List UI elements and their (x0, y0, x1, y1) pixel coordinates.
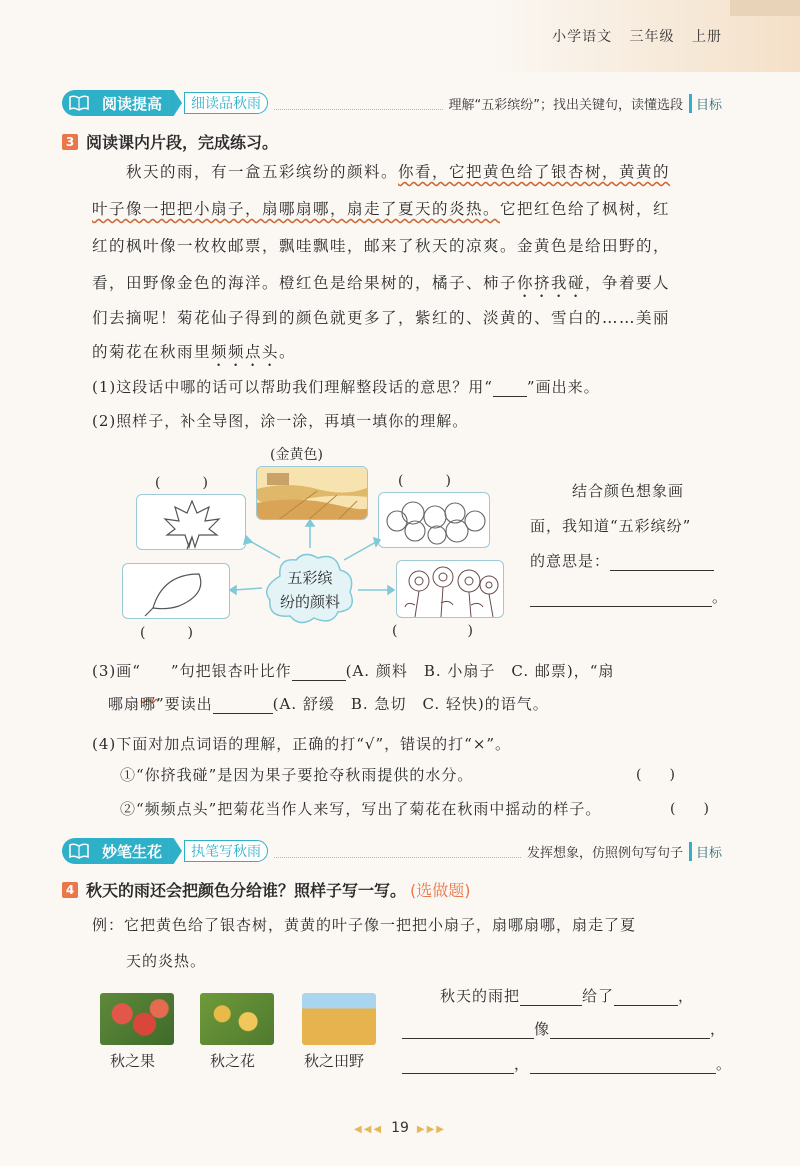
running-header (540, 26, 722, 46)
answer-blank[interactable] (402, 1073, 514, 1074)
header-volume: 上册 (692, 29, 722, 45)
passage-line-3 (92, 234, 670, 256)
sub-question-3-line-1 (92, 660, 614, 681)
sub-q3-text: (A. 颜料 B. 小扇子 C. 邮票)，“扇 (345, 662, 615, 680)
section-subtitle: 细读品秋雨 (184, 92, 268, 114)
question-title: 阅读课内片段，完成练习。 (86, 133, 279, 152)
side-text-end: 。 (712, 588, 729, 606)
question-number: 4 (62, 882, 78, 898)
right-arrows-icon: ▶▶▶ (416, 1124, 446, 1135)
section-banner-reading (62, 90, 722, 116)
judge-paren-1[interactable]: ( ) (636, 767, 675, 783)
passage-text: 们去摘呢！菊花仙子得到的颜色就更多了，紫红的、淡黄的、雪白的……美丽 (92, 309, 671, 327)
header-grade: 三年级 (629, 29, 675, 45)
passage-line-6 (92, 340, 296, 370)
apple-photo (100, 993, 174, 1045)
cotton-box[interactable] (378, 492, 490, 548)
answer-blank[interactable] (530, 1073, 716, 1074)
banner-dots (274, 96, 442, 110)
section-banner-writing (62, 838, 722, 864)
book-icon (62, 838, 96, 864)
answer-blank[interactable] (402, 1038, 534, 1039)
side-text-1: 结合颜色想象画 (572, 482, 685, 500)
left-arrows-icon: ◀◀◀ (354, 1124, 384, 1135)
passage-text: 它把红色给了枫树，红 (500, 200, 671, 218)
osmanthus-photo (200, 993, 274, 1045)
answer-blank[interactable] (614, 1005, 678, 1006)
passage-line-4 (92, 271, 670, 301)
write-text: 给了 (582, 987, 615, 1005)
answer-blank[interactable] (530, 606, 712, 607)
answer-blank[interactable] (292, 680, 346, 681)
field-icon (257, 467, 368, 520)
write-text: ， (710, 1020, 727, 1038)
sub-q1-text-end: ”画出来。 (526, 378, 600, 396)
write-text: ， (678, 987, 695, 1005)
passage-line-5 (92, 306, 670, 328)
ginkgo-leaf-icon (123, 564, 231, 620)
side-text-2: 面，我知道“五彩缤纷” (530, 517, 692, 535)
section-title: 妙笔生花 (96, 838, 168, 864)
chrysanthemum-box[interactable] (396, 560, 504, 618)
map-top-label: (金黄色) (270, 447, 323, 463)
page-number-footer (0, 1120, 800, 1136)
map-paren[interactable]: ( ) (155, 475, 208, 491)
optional-tag: (选做题) (410, 881, 471, 900)
photo-label-fruit: 秋之果 (110, 1052, 156, 1070)
passage-text: 。 (279, 343, 297, 361)
sub-question-1 (92, 376, 600, 397)
center-line-2: 纷的颜料 (279, 593, 340, 611)
corner-tab (730, 0, 800, 16)
section-subtitle: 执笔写秋雨 (184, 840, 268, 862)
banner-arrow (168, 90, 182, 116)
sub-question-3-line-2 (108, 693, 549, 714)
center-line-1: 五彩缤 (287, 569, 333, 587)
write-text: 像 (534, 1020, 551, 1038)
map-paren[interactable]: ( ) (398, 473, 451, 489)
map-paren[interactable]: ( ) (140, 625, 193, 641)
answer-blank[interactable] (520, 1005, 582, 1006)
write-line-3 (402, 1053, 732, 1074)
passage-text: 红的枫叶像一枚枚邮票，飘哇飘哇，邮来了秋天的凉爽。金黄色是给田野的， (92, 237, 671, 255)
banner-arrow (168, 838, 182, 864)
passage-emphasis: 你挤我碰 (517, 274, 586, 292)
wheat-field-photo (302, 993, 376, 1045)
passage-text: 看，田野像金色的海洋。橙红色是给果树的，橘子、柿子 (92, 274, 518, 292)
sub-question-4: (4)下面对加点词语的理解，正确的打“√”，错误的打“×”。 (92, 735, 512, 753)
photo-label-flower: 秋之花 (210, 1052, 256, 1070)
answer-blank[interactable] (493, 396, 527, 397)
question-title: 秋天的雨还会把颜色分给谁？照样子写一写。 (86, 881, 407, 900)
judge-paren-2[interactable]: ( ) (670, 801, 709, 817)
write-line-1 (440, 985, 694, 1006)
write-text: 。 (716, 1055, 733, 1073)
page-number: 19 (391, 1120, 409, 1136)
passage-emphasis: 频频点头 (211, 343, 280, 361)
passage-text: 的菊花在秋雨里 (92, 343, 212, 361)
judge-item-1: ①“你挤我碰”是因为果子要抢夺秋雨提供的水分。 (120, 766, 474, 784)
write-text: ， (514, 1055, 531, 1073)
answer-blank[interactable] (610, 570, 714, 571)
section-title: 阅读提高 (96, 90, 168, 116)
goal-tag: 目标 (689, 842, 722, 861)
write-line-2 (402, 1018, 726, 1039)
photo-label-field: 秋之田野 (304, 1052, 365, 1070)
question-4-heading (62, 878, 471, 901)
example-line-2: 天的炎热。 (126, 952, 207, 970)
sub-q3-text: ”句把银杏叶比作 (170, 662, 292, 680)
judge-item-2: ②“频频点头”把菊花当作人来写，写出了菊花在秋雨中摇动的样子。 (120, 800, 602, 818)
side-text-4 (530, 586, 728, 607)
field-image-box[interactable] (256, 466, 368, 520)
sub-q3-text: (3)画“ (92, 662, 141, 680)
sub-question-2: (2)照样子，补全导图，涂一涂，再填一填你的理解。 (92, 412, 469, 430)
answer-blank[interactable] (141, 680, 171, 681)
write-text: 秋天的雨把 (440, 987, 521, 1005)
passage-text: ，争着要人 (585, 274, 671, 292)
cotton-icon (379, 493, 491, 549)
side-text-3-label: 的意思是： (530, 552, 611, 570)
section-goal: 理解“五彩缤纷”；找出关键句，读懂选段 (448, 97, 683, 113)
question-number: 3 (62, 134, 78, 150)
banner-dots (274, 844, 521, 858)
passage-text: 秋天的雨，有一盒五彩缤纷的颜料。 (126, 163, 399, 181)
sub-q1-text: (1)这段话中哪的话可以帮助我们理解整段话的意思？用“ (92, 378, 493, 396)
question-3-heading (62, 130, 278, 153)
answer-blank[interactable] (213, 713, 273, 714)
sub-q3-text: (A. 舒缓 B. 急切 C. 轻快)的语气。 (272, 695, 549, 713)
book-icon (62, 90, 96, 116)
passage-line-1 (126, 160, 670, 182)
chrysanthemum-icon (397, 561, 504, 618)
passage-underlined: 你看，它把黄色给了银杏树，黄黄的 (398, 163, 671, 181)
mind-map-center (260, 548, 360, 628)
maple-leaf-icon (137, 495, 247, 551)
example-line-1: 例：它把黄色给了银杏树，黄黄的叶子像一把把小扇子，扇哪扇哪，扇走了夏 (92, 916, 637, 934)
side-text-3 (530, 550, 714, 571)
section-goal: 发挥想象，仿照例句写句子 (526, 845, 683, 861)
goal-tag: 目标 (689, 94, 722, 113)
header-subject: 小学语文 (552, 29, 613, 45)
sub-q3-text: 哪扇哪”要读出 (108, 695, 213, 713)
passage-line-2 (92, 197, 670, 219)
passage-underlined: 叶子像一把把小扇子，扇哪扇哪，扇走了夏天的炎热。 (92, 200, 501, 218)
answer-blank[interactable] (550, 1038, 710, 1039)
maple-leaf-box[interactable] (136, 494, 246, 550)
map-paren-wide[interactable]: ( ) (392, 623, 473, 639)
ginkgo-leaf-box[interactable] (122, 563, 230, 619)
